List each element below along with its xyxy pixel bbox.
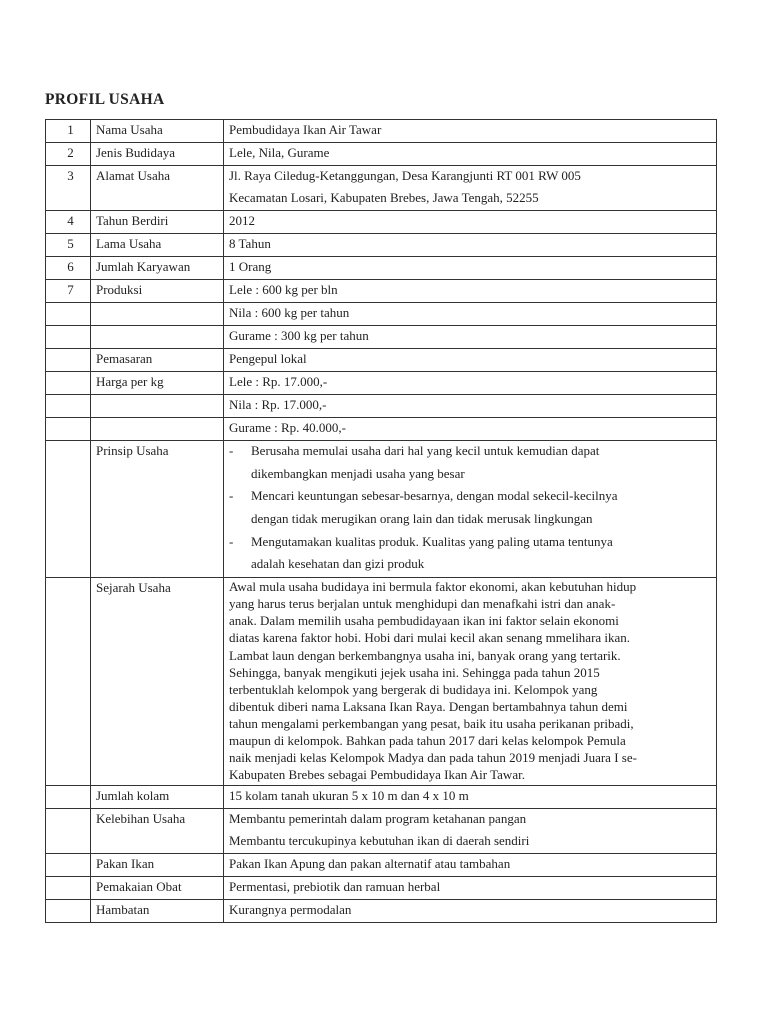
row-number: 4 <box>46 211 91 234</box>
row-label: Jenis Budidaya <box>91 143 224 166</box>
dash-bullet: - <box>229 443 234 458</box>
row-number <box>46 372 91 395</box>
row-value: 2012 <box>224 211 717 234</box>
row-number <box>46 303 91 326</box>
table-row <box>46 280 717 303</box>
row-label: Pemasaran <box>91 349 224 372</box>
row-value <box>224 166 717 211</box>
table-row <box>46 257 717 280</box>
row-label <box>91 395 224 418</box>
row-value: Pembudidaya Ikan Air Tawar <box>224 120 717 143</box>
address-line: Jl. Raya Ciledug-Ketanggungan, Desa Karangjunti RT 001 RW 005 <box>229 168 581 183</box>
row-number <box>46 395 91 418</box>
row-value: Nila : 600 kg per tahun <box>224 303 717 326</box>
row-value: Pakan Ikan Apung dan pakan alternatif atau tambahan <box>224 854 717 877</box>
table-row <box>46 303 717 326</box>
row-label: Produksi <box>91 280 224 303</box>
table-row <box>46 349 717 372</box>
row-label: Nama Usaha <box>91 120 224 143</box>
row-value: Lele : 600 kg per bln <box>224 280 717 303</box>
row-number <box>46 578 91 786</box>
profile-table <box>45 119 717 923</box>
list-item: - Mengutamakan kualitas produk. Kualitas yang paling utama tentunya adalah kesehatan dan gizi produk <box>229 533 613 572</box>
table-row <box>46 234 717 257</box>
row-label: Hambatan <box>91 900 224 923</box>
table-row <box>46 395 717 418</box>
list-item: - Mencari keuntungan sebesar-besarnya, dengan modal sekecil-kecilnya dengan tidak merugikan orang lain dan tidak merusak lingkungan <box>229 488 618 527</box>
row-number: 7 <box>46 280 91 303</box>
table-row <box>46 326 717 349</box>
row-number <box>46 786 91 809</box>
row-label: Sejarah Usaha <box>91 578 224 786</box>
history-text: Awal mula usaha budidaya ini bermula faktor ekonomi, akan kebutuhan hidup yang harus terus berjalan untuk menghidupi dan menafkahi istri dan anak- anak. Dalam memilih usaha pembudidayaan ikan ini faktor selain ekonomi diatas karena faktor hobi. Hobi dari mulai kecil akan senang mmelihara ikan. Lambat laun dengan berkembangnya usaha ini, banyak orang yang tertarik. Sehingga, banyak mengikuti jejek usaha ini. Sehingga pada tahun 2015 terbentuklah kelompok yang bergerak di budidaya ini. Kelompok yang dibentuk diberi nama Laksana Ikan Raya. Dengan bertambahnya tahun demi tahun mengalami perkembangan yang pesat, baik itu usaha perikanan pribadi, maupun di kelompok. Bahkan pada tahun 2017 dari kelas kelompok Pemula naik menjadi kelas Kelompok Madya dan pada tahun 2019 menjadi Juara I se- Kabupaten Brebes sebagai Pembudidaya Ikan Air Tawar. <box>224 578 717 786</box>
list-item: - Berusaha memulai usaha dari hal yang kecil untuk kemudian dapat dikembangkan menjadi usaha yang besar <box>229 443 600 481</box>
table-row <box>46 418 717 441</box>
row-number: 2 <box>46 143 91 166</box>
row-number <box>46 809 91 854</box>
address-line: Kecamatan Losari, Kabupaten Brebes, Jawa Tengah, 52255 <box>229 190 539 205</box>
table-row <box>46 143 717 166</box>
row-value: Nila : Rp. 17.000,- <box>224 395 717 418</box>
row-number: 5 <box>46 234 91 257</box>
row-value: 1 Orang <box>224 257 717 280</box>
table-row <box>46 120 717 143</box>
row-value: 15 kolam tanah ukuran 5 x 10 m dan 4 x 10 m <box>224 786 717 809</box>
row-label: Kelebihan Usaha <box>91 809 224 854</box>
table-row <box>46 166 717 211</box>
row-label: Alamat Usaha <box>91 166 224 211</box>
row-value: Kurangnya permodalan <box>224 900 717 923</box>
table-row <box>46 786 717 809</box>
row-label: Pakan Ikan <box>91 854 224 877</box>
table-row <box>46 854 717 877</box>
row-number <box>46 326 91 349</box>
row-number <box>46 877 91 900</box>
row-value <box>224 441 717 578</box>
table-row <box>46 211 717 234</box>
row-label <box>91 418 224 441</box>
row-value: Permentasi, prebiotik dan ramuan herbal <box>224 877 717 900</box>
table-row <box>46 372 717 395</box>
row-label: Harga per kg <box>91 372 224 395</box>
row-number: 6 <box>46 257 91 280</box>
row-number <box>46 418 91 441</box>
row-value: Gurame : Rp. 40.000,- <box>224 418 717 441</box>
row-label: Pemakaian Obat <box>91 877 224 900</box>
table-row <box>46 809 717 854</box>
row-label <box>91 303 224 326</box>
row-number: 3 <box>46 166 91 211</box>
row-number <box>46 854 91 877</box>
row-label: Jumlah kolam <box>91 786 224 809</box>
row-number <box>46 349 91 372</box>
row-label <box>91 326 224 349</box>
row-value: Lele : Rp. 17.000,- <box>224 372 717 395</box>
dash-bullet: - <box>229 488 234 504</box>
row-value: 8 Tahun <box>224 234 717 257</box>
page-title: PROFIL USAHA <box>45 91 165 108</box>
dash-bullet: - <box>229 533 234 549</box>
row-label: Jumlah Karyawan <box>91 257 224 280</box>
row-value: Membantu pemerintah dalam program ketahanan pangan Membantu tercukupinya kebutuhan ikan di daerah sendiri <box>224 809 717 854</box>
table-row-sejarah <box>46 578 717 786</box>
row-number <box>46 900 91 923</box>
row-number: 1 <box>46 120 91 143</box>
table-row-prinsip <box>46 441 717 578</box>
row-label: Tahun Berdiri <box>91 211 224 234</box>
row-number <box>46 441 91 578</box>
row-label: Prinsip Usaha <box>91 441 224 578</box>
row-label: Lama Usaha <box>91 234 224 257</box>
table-row <box>46 900 717 923</box>
table-row <box>46 877 717 900</box>
row-value: Pengepul lokal <box>224 349 717 372</box>
row-value: Gurame : 300 kg per tahun <box>224 326 717 349</box>
row-value: Lele, Nila, Gurame <box>224 143 717 166</box>
